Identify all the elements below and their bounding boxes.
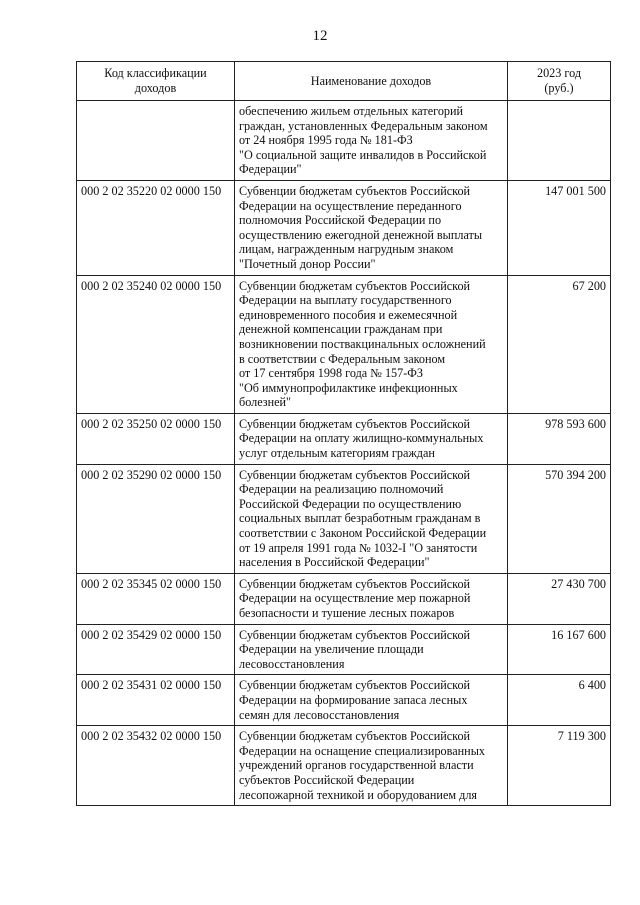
row-code: 000 2 02 35250 02 0000 150 xyxy=(77,413,235,464)
row-name: Субвенции бюджетам субъектов Российской Федерации на оплату жилищно-коммунальных услуг отдельным категориям граждан xyxy=(235,413,508,464)
row-name: Субвенции бюджетам субъектов Российской Федерации на увеличение площади лесовосстановления xyxy=(235,624,508,675)
table-row xyxy=(77,180,611,275)
table-header xyxy=(77,62,611,101)
header-amount: 2023 год (руб.) xyxy=(508,62,611,101)
row-amount xyxy=(508,101,611,181)
table-row xyxy=(77,464,611,573)
revenue-table xyxy=(76,61,611,806)
row-amount: 7 119 300 xyxy=(508,726,611,806)
row-amount: 27 430 700 xyxy=(508,573,611,624)
table-body xyxy=(77,101,611,806)
header-name: Наименование доходов xyxy=(235,62,508,101)
row-amount: 6 400 xyxy=(508,675,611,726)
row-amount: 16 167 600 xyxy=(508,624,611,675)
table-row xyxy=(77,573,611,624)
table-row xyxy=(77,413,611,464)
table-row xyxy=(77,275,611,413)
row-name: Субвенции бюджетам субъектов Российской Федерации на формирование запаса лесных семян для лесовосстановления xyxy=(235,675,508,726)
table-row xyxy=(77,101,611,181)
row-name: Субвенции бюджетам субъектов Российской Федерации на выплату государственного единовременного пособия и ежемесячной денежной компенсации гражданам при возникновении поствакцинальных осложнений в соответствии с Федеральным законом от 17 сентября 1998 года № 157-ФЗ "Об иммунопрофилактике инфекционных болезней" xyxy=(235,275,508,413)
row-code: 000 2 02 35429 02 0000 150 xyxy=(77,624,235,675)
row-amount: 570 394 200 xyxy=(508,464,611,573)
row-code: 000 2 02 35432 02 0000 150 xyxy=(77,726,235,806)
header-row xyxy=(77,62,611,101)
row-name: Субвенции бюджетам субъектов Российской Федерации на осуществление мер пожарной безопасности и тушение лесных пожаров xyxy=(235,573,508,624)
row-code xyxy=(77,101,235,181)
table-row xyxy=(77,726,611,806)
row-amount: 978 593 600 xyxy=(508,413,611,464)
row-name: Субвенции бюджетам субъектов Российской Федерации на оснащение специализированных учреждений органов государственной власти субъектов Российской Федерации лесопожарной техникой и оборудованием для xyxy=(235,726,508,806)
table-row xyxy=(77,675,611,726)
row-code: 000 2 02 35220 02 0000 150 xyxy=(77,180,235,275)
row-code: 000 2 02 35345 02 0000 150 xyxy=(77,573,235,624)
row-name: Субвенции бюджетам субъектов Российской Федерации на реализацию полномочий Российской Федерации по осуществлению социальных выплат безработным гражданам в соответствии с Законом Российской Федерации от 19 апреля 1991 года № 1032-I "О занятости населения в Российской Федерации" xyxy=(235,464,508,573)
header-code: Код классификации доходов xyxy=(77,62,235,101)
row-code: 000 2 02 35240 02 0000 150 xyxy=(77,275,235,413)
row-amount: 147 001 500 xyxy=(508,180,611,275)
row-name: Субвенции бюджетам субъектов Российской Федерации на осуществление переданного полномочия Российской Федерации по осуществлению ежегодной денежной выплаты лицам, награжденным нагрудным знаком "Почетный донор России" xyxy=(235,180,508,275)
row-name: обеспечению жильем отдельных категорий граждан, установленных Федеральным законом от 24 ноября 1995 года № 181-ФЗ "О социальной защите инвалидов в Российской Федерации" xyxy=(235,101,508,181)
row-code: 000 2 02 35290 02 0000 150 xyxy=(77,464,235,573)
row-amount: 67 200 xyxy=(508,275,611,413)
page-number: 12 xyxy=(312,28,328,44)
table-row xyxy=(77,624,611,675)
row-code: 000 2 02 35431 02 0000 150 xyxy=(77,675,235,726)
